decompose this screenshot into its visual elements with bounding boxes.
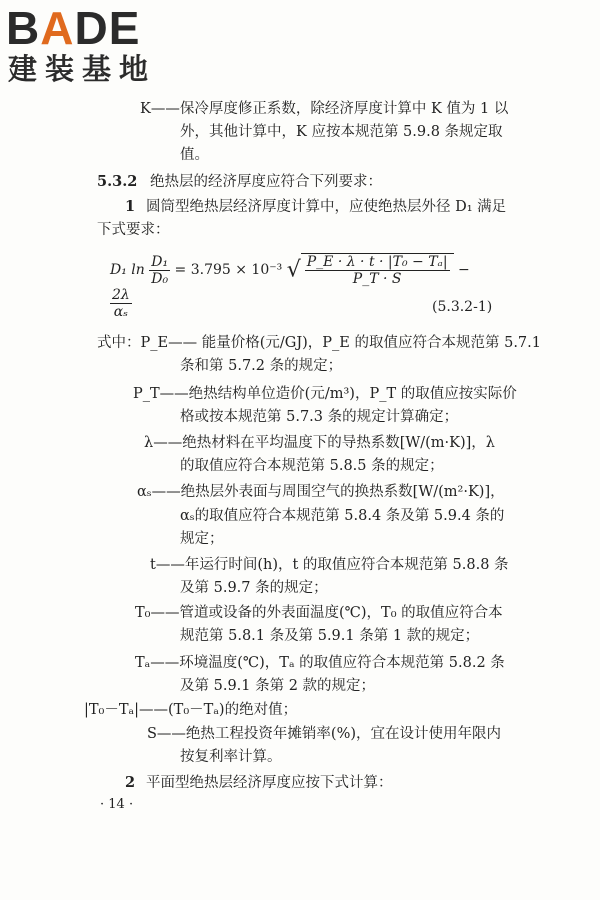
k-definition-line-3: 值。 [180,147,209,163]
item-2-number: 2 [125,774,136,791]
sqrt-denominator: P_T · S [352,271,402,287]
page-number: · 14 · [100,797,134,812]
bade-logo [6,4,176,86]
alpha-definition-line-2: αₛ的取值应符合本规范第 5.8.4 条及第 5.9.4 条的 [180,508,505,524]
pe-definition-line-1: 式中：P_E—— 能量价格(元/GJ)，P_E 的取值应符合本规范第 5.7.1 [97,335,541,351]
logo-subtitle: 建装基地 [8,52,157,86]
tail-denominator: αₛ [113,304,128,320]
formula-lhs-fraction [149,254,170,287]
section-text: 绝热层的经济厚度应符合下列要求： [150,174,382,190]
sqrt-fraction [305,254,450,287]
k-definition-line-1: K——保冷厚度修正系数，除经济厚度计算中 K 值为 1 以 [140,101,509,117]
alpha-definition-line-1: αₛ——绝热层外表面与周围空气的换热系数[W/(m²·K)]， [137,484,505,500]
sqrt-numerator: P_E · λ · t · |T₀ − Tₐ| [306,254,448,270]
s-definition-line-1: S——绝热工程投资年摊销率(%)，宜在设计使用年限内 [147,726,502,742]
alpha-definition-line-3: 规定； [180,531,224,547]
pt-definition-line-1: P_T——绝热结构单位造价(元/m³)，P_T 的取值应按实际价 [133,386,517,402]
abs-definition: |T₀－Tₐ|——(T₀－Tₐ)的绝对值； [84,702,298,718]
s-definition-line-2: 按复利率计算。 [180,749,282,765]
formula-tail-fraction [110,287,132,320]
item-1-text: 圆筒型绝热层经济厚度计算中，应使绝热层外径 D₁ 满足 [146,199,507,215]
t-definition-line-1: t——年运行时间(h)，t 的取值应符合本规范第 5.8.8 条 [150,557,509,573]
item-1-number: 1 [125,198,136,215]
formula-minus: − [458,262,470,278]
t0-definition-line-2: 规范第 5.8.1 条及第 5.9.1 条第 1 款的规定； [180,628,480,644]
formula-lhs-denominator: D₀ [151,270,169,287]
formula-lhs-numerator: D₁ [151,253,169,270]
tail-numerator: 2λ [112,287,130,303]
equation-number: (5.3.2-1) [432,299,493,315]
ta-definition-line-2: 及第 5.9.1 条第 2 款的规定； [180,678,376,694]
k-definition-line-2: 外，其他计算中，K 应按本规范第 5.9.8 条规定取 [180,124,503,140]
pe-definition-line-2: 条和第 5.7.2 条的规定； [180,358,343,374]
t0-definition-line-1: T₀——管道或设备的外表面温度(℃)，T₀ 的取值应符合本 [135,605,503,621]
formula-lhs: D₁ ln [110,262,145,278]
section-number: 5.3.2 [97,173,138,190]
lambda-definition-line-2: 的取值应符合本规范第 5.8.5 条的规定； [180,458,444,474]
sqrt-sign: √ [286,257,301,283]
logo-brand: BADE [6,2,141,54]
lambda-definition-line-1: λ——绝热材料在平均温度下的导热系数[W/(m·K)]，λ [144,435,495,451]
item-2-text: 平面型绝热层经济厚度应按下式计算： [146,775,393,791]
formula-sqrt [301,253,454,287]
t-definition-line-2: 及第 5.9.7 条的规定； [180,580,328,596]
formula-coefficient: = 3.795 × 10⁻³ [174,262,283,278]
pt-definition-line-2: 格或按本规范第 5.7.3 条的规定计算确定； [180,409,459,425]
item-1-continuation: 下式要求： [97,222,170,238]
ta-definition-line-1: Tₐ——环境温度(℃)，Tₐ 的取值应符合本规范第 5.8.2 条 [135,655,505,671]
